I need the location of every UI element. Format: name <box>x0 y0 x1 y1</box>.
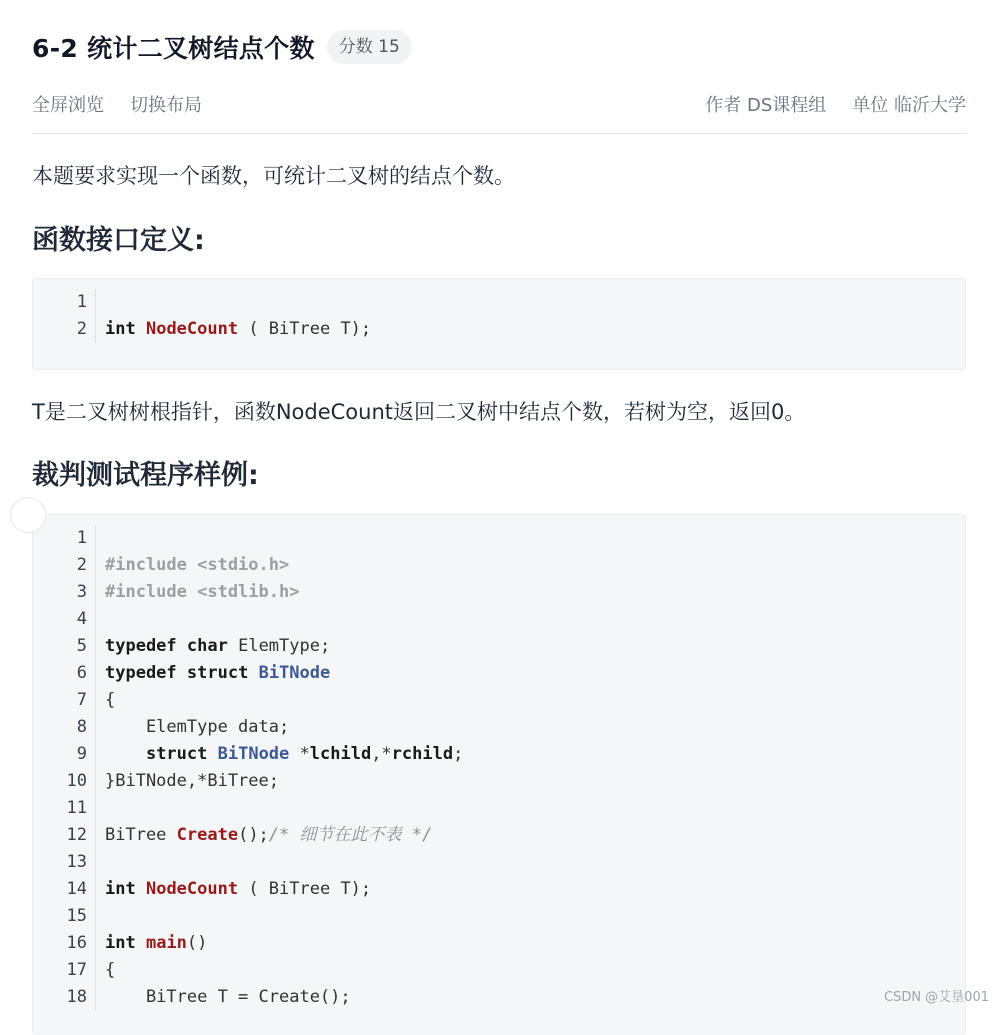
code-text <box>105 984 351 1011</box>
code-line <box>33 876 965 903</box>
code-token: { <box>105 690 116 710</box>
code-token: NodeCount <box>145 879 239 899</box>
code-token: /* 细节在此不表 */ <box>268 825 433 845</box>
side-toggle-button[interactable] <box>10 497 46 533</box>
code-token <box>136 879 146 899</box>
code-line <box>33 606 965 633</box>
code-token: Create <box>176 825 239 845</box>
code-line <box>33 930 965 957</box>
code-token <box>248 663 258 683</box>
code-token: { <box>105 960 116 980</box>
code-token: ; <box>453 744 464 764</box>
line-number: 4 <box>76 609 87 629</box>
description-text: T是二叉树树根指针，函数NodeCount返回二叉树中结点个数，若树为空，返回0。 <box>32 400 806 424</box>
code-token: typedef <box>105 663 177 683</box>
header-divider <box>32 133 966 134</box>
line-number: 16 <box>66 933 87 953</box>
interface-code-block[interactable] <box>32 278 966 370</box>
code-token <box>177 663 187 683</box>
line-number: 14 <box>66 879 87 899</box>
interface-code-lines <box>33 279 965 343</box>
line-number: 17 <box>66 960 87 980</box>
code-line <box>33 768 965 795</box>
line-number: 13 <box>66 852 87 872</box>
meta-info <box>705 91 966 117</box>
unit-label: 单位 临沂大学 <box>852 95 966 116</box>
line-number: 2 <box>76 555 87 575</box>
code-token <box>207 744 217 764</box>
code-token: struct <box>145 744 208 764</box>
switch-layout-link[interactable]: 切换布局 <box>130 95 202 116</box>
line-number: 1 <box>76 528 87 548</box>
code-line <box>33 957 965 984</box>
sample-heading: 裁判测试程序样例: <box>32 460 259 491</box>
code-line <box>33 660 965 687</box>
code-token: ,* <box>371 744 392 764</box>
code-text <box>105 316 371 343</box>
code-text <box>105 687 115 714</box>
line-number: 3 <box>76 582 87 602</box>
intro-text: 本题要求实现一个函数，可统计二叉树的结点个数。 <box>32 164 515 188</box>
code-token: }BiTNode,*BiTree; <box>105 771 279 791</box>
fullscreen-link[interactable]: 全屏浏览 <box>32 95 104 116</box>
code-token <box>105 744 146 764</box>
code-text <box>105 579 299 606</box>
code-text <box>105 633 330 660</box>
code-token: #include <stdio.h> <box>105 555 290 575</box>
code-text <box>105 552 289 579</box>
line-number: 10 <box>66 771 87 791</box>
line-number: 15 <box>66 906 87 926</box>
code-token: main <box>145 933 187 953</box>
code-line <box>33 984 965 1011</box>
code-token: char <box>186 636 228 656</box>
code-text <box>105 714 289 741</box>
code-token: int <box>105 319 136 339</box>
line-number: 5 <box>76 636 87 656</box>
meta-row <box>32 90 966 118</box>
code-token: ElemType; <box>227 636 331 656</box>
code-line <box>33 525 965 552</box>
code-text <box>105 822 432 849</box>
line-number: 2 <box>76 319 87 339</box>
line-number: 11 <box>66 798 87 818</box>
code-line <box>33 714 965 741</box>
code-token: * <box>289 744 310 764</box>
code-text <box>105 876 371 903</box>
line-number: 8 <box>76 717 87 737</box>
code-line <box>33 552 965 579</box>
title-row <box>32 28 412 66</box>
code-line <box>33 849 965 876</box>
code-token: () <box>186 933 208 953</box>
page-title: 6-2 统计二叉树结点个数 <box>32 34 315 63</box>
interface-heading: 函数接口定义: <box>32 225 205 256</box>
code-line <box>33 822 965 849</box>
code-token: lchild <box>309 744 372 764</box>
score-badge: 分数 15 <box>327 30 412 64</box>
code-text <box>105 660 330 687</box>
csdn-watermark: CSDN @艾垦001 <box>883 990 989 1005</box>
code-token: int <box>105 879 136 899</box>
code-token: ElemType data; <box>105 717 290 737</box>
code-line <box>33 795 965 822</box>
sample-code-lines <box>33 515 965 1011</box>
code-line <box>33 687 965 714</box>
code-text <box>105 768 279 795</box>
code-token <box>177 636 187 656</box>
code-token: int <box>105 933 136 953</box>
author-label: 作者 DS课程组 <box>705 95 827 116</box>
code-line <box>33 633 965 660</box>
code-token: BiTNode <box>217 744 290 764</box>
line-number: 18 <box>66 987 87 1007</box>
code-token: typedef <box>105 636 177 656</box>
line-number: 6 <box>76 663 87 683</box>
code-line <box>33 316 965 343</box>
code-text <box>105 957 115 984</box>
meta-actions <box>32 91 202 117</box>
line-number: 9 <box>76 744 87 764</box>
code-text <box>105 930 207 957</box>
code-token: BiTree T = Create(); <box>105 987 351 1007</box>
code-token: (); <box>238 825 269 845</box>
code-line <box>33 741 965 768</box>
code-token <box>136 319 146 339</box>
code-token <box>136 933 146 953</box>
code-token: ( BiTree T); <box>238 879 372 899</box>
code-line <box>33 289 965 316</box>
code-line <box>33 579 965 606</box>
line-number: 7 <box>76 690 87 710</box>
code-token: BiTree <box>105 825 177 845</box>
code-token: rchild <box>391 744 454 764</box>
sample-code-block[interactable] <box>32 514 966 1035</box>
code-token: struct <box>186 663 249 683</box>
code-token: NodeCount <box>145 319 239 339</box>
line-number: 1 <box>76 292 87 312</box>
line-number: 12 <box>66 825 87 845</box>
code-line <box>33 903 965 930</box>
code-gutter-divider <box>95 525 96 1011</box>
code-token: #include <stdlib.h> <box>105 582 300 602</box>
code-text <box>105 741 463 768</box>
code-gutter-divider <box>95 289 96 343</box>
code-token: ( BiTree T); <box>238 319 372 339</box>
code-token: BiTNode <box>258 663 331 683</box>
